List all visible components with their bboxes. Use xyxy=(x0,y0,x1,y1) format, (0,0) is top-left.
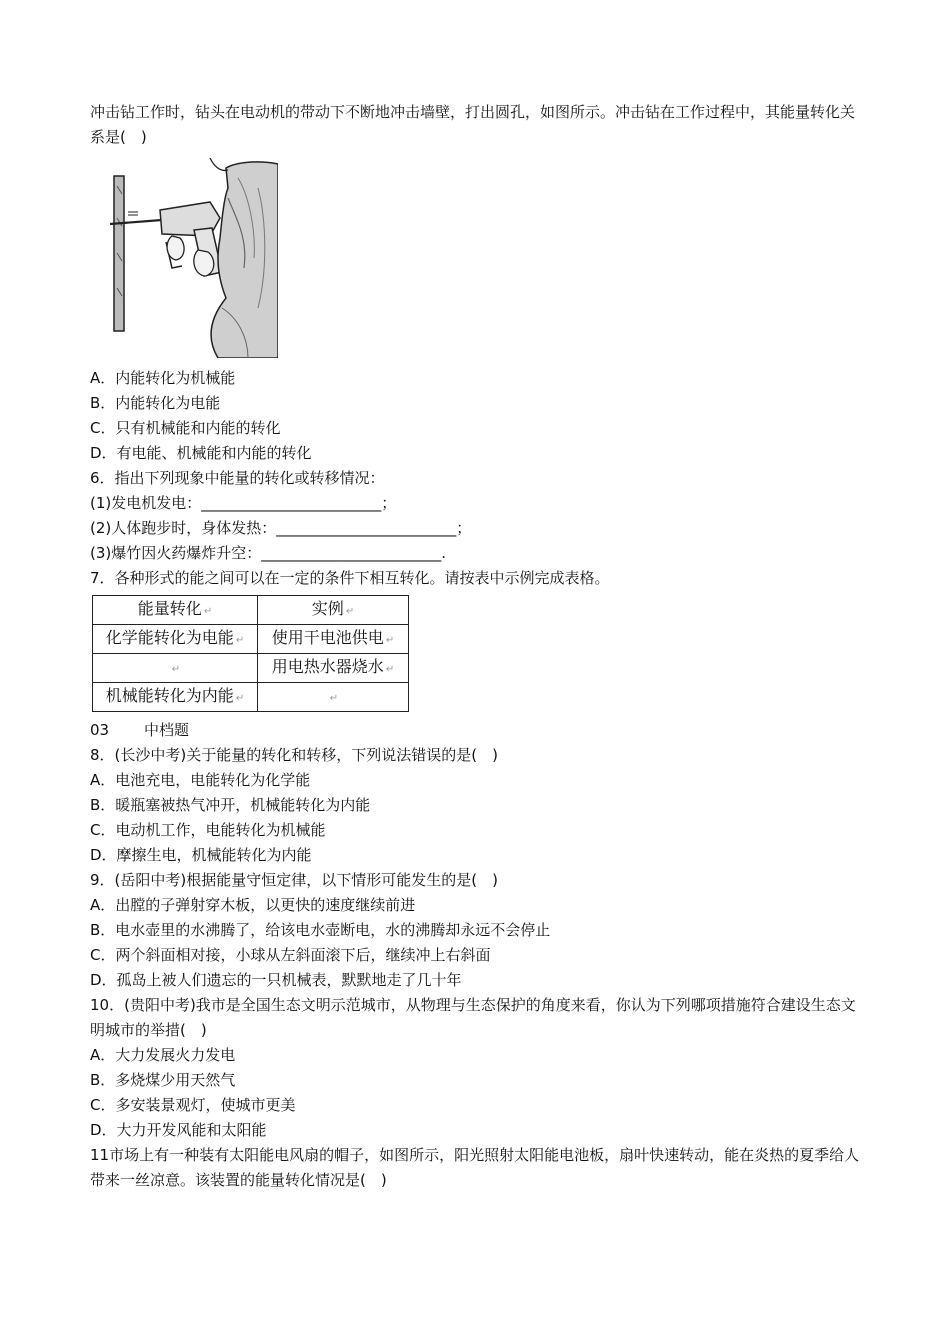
q6-item-3: (3)爆竹因火药爆炸升空：________________________. xyxy=(90,544,447,562)
table-row xyxy=(93,625,409,654)
q5-stem: 冲击钻工作时，钻头在电动机的带动下不断地冲击墙壁，打出圆孔，如图所示。冲击钻在工作过程中，其能量转化关系是( ) xyxy=(90,103,856,146)
q9-option-d: D．孤岛上被人们遗忘的一只机械表，默默地走了几十年 xyxy=(90,971,462,989)
q6-item-2: (2)人体跑步时，身体发热：________________________； xyxy=(90,519,472,537)
table-row xyxy=(93,683,409,712)
table-cell: 使用干电池供电 ↵ xyxy=(258,625,409,654)
q8-option-c: C．电动机工作，电能转化为机械能 xyxy=(90,821,326,839)
q9-option-a: A．出膛的子弹射穿木板，以更快的速度继续前进 xyxy=(90,896,416,914)
q7-stem: 7．各种形式的能之间可以在一定的条件下相互转化。请按表中示例完成表格。 xyxy=(90,569,610,587)
table-cell: 用电热水器烧水 ↵ xyxy=(258,654,409,683)
q11-stem: 11市场上有一种装有太阳能电风扇的帽子，如图所示，阳光照射太阳能电池板，扇叶快速转动，能在炎热的夏季给人带来一丝凉意。该装置的能量转化情况是( ) xyxy=(90,1146,860,1189)
energy-conversion-table xyxy=(92,595,409,712)
q10-option-c: C．多安装景观灯，使城市更美 xyxy=(90,1096,296,1114)
table-cell: 机械能转化为内能 ↵ xyxy=(93,683,258,712)
q10-option-b: B．多烧煤少用天然气 xyxy=(90,1071,236,1089)
q6-item-1: (1)发电机发电：________________________； xyxy=(90,494,397,512)
hammer-drill-illustration xyxy=(98,158,278,358)
table-cell-blank: ↵ xyxy=(258,683,409,712)
q8-option-b: B．暖瓶塞被热气冲开，机械能转化为内能 xyxy=(90,796,371,814)
section-title: 中档题 xyxy=(144,721,190,739)
q5-option-a: A．内能转化为机械能 xyxy=(90,369,236,387)
table-cell-blank: ↵ xyxy=(93,654,258,683)
q5-option-d: D．有电能、机械能和内能的转化 xyxy=(90,444,312,462)
section-number: 03 xyxy=(90,721,110,739)
section-heading xyxy=(90,718,865,743)
q9-option-b: B．电水壶里的水沸腾了，给该电水壶断电，水的沸腾却永远不会停止 xyxy=(90,921,551,939)
table-header-row xyxy=(93,596,409,625)
q10-stem: 10．(贵阳中考)我市是全国生态文明示范城市，从物理与生态保护的角度来看，你认为下列哪项措施符合建设生态文明城市的举措( ) xyxy=(90,996,856,1039)
q5-option-b: B．内能转化为电能 xyxy=(90,394,221,412)
q8-option-a: A．电池充电，电能转化为化学能 xyxy=(90,771,311,789)
q8-option-d: D．摩擦生电，机械能转化为内能 xyxy=(90,846,312,864)
q6-stem: 6．指出下列现象中能量的转化或转移情况： xyxy=(90,469,385,487)
q5-option-c: C．只有机械能和内能的转化 xyxy=(90,419,281,437)
worksheet-page xyxy=(90,100,865,1193)
table-header-cell: 实例 ↵ xyxy=(258,596,409,625)
hammer-drill-drawing-icon xyxy=(98,158,278,358)
table-header-cell: 能量转化 ↵ xyxy=(93,596,258,625)
q10-option-a: A．大力发展火力发电 xyxy=(90,1046,236,1064)
q9-option-c: C．两个斜面相对接，小球从左斜面滚下后，继续冲上右斜面 xyxy=(90,946,491,964)
table-row xyxy=(93,654,409,683)
q9-stem: 9．(岳阳中考)根据能量守恒定律，以下情形可能发生的是( ) xyxy=(90,871,498,889)
q10-option-d: D．大力开发风能和太阳能 xyxy=(90,1121,267,1139)
q8-stem: 8．(长沙中考)关于能量的转化和转移，下列说法错误的是( ) xyxy=(90,746,498,764)
table-cell: 化学能转化为电能 ↵ xyxy=(93,625,258,654)
